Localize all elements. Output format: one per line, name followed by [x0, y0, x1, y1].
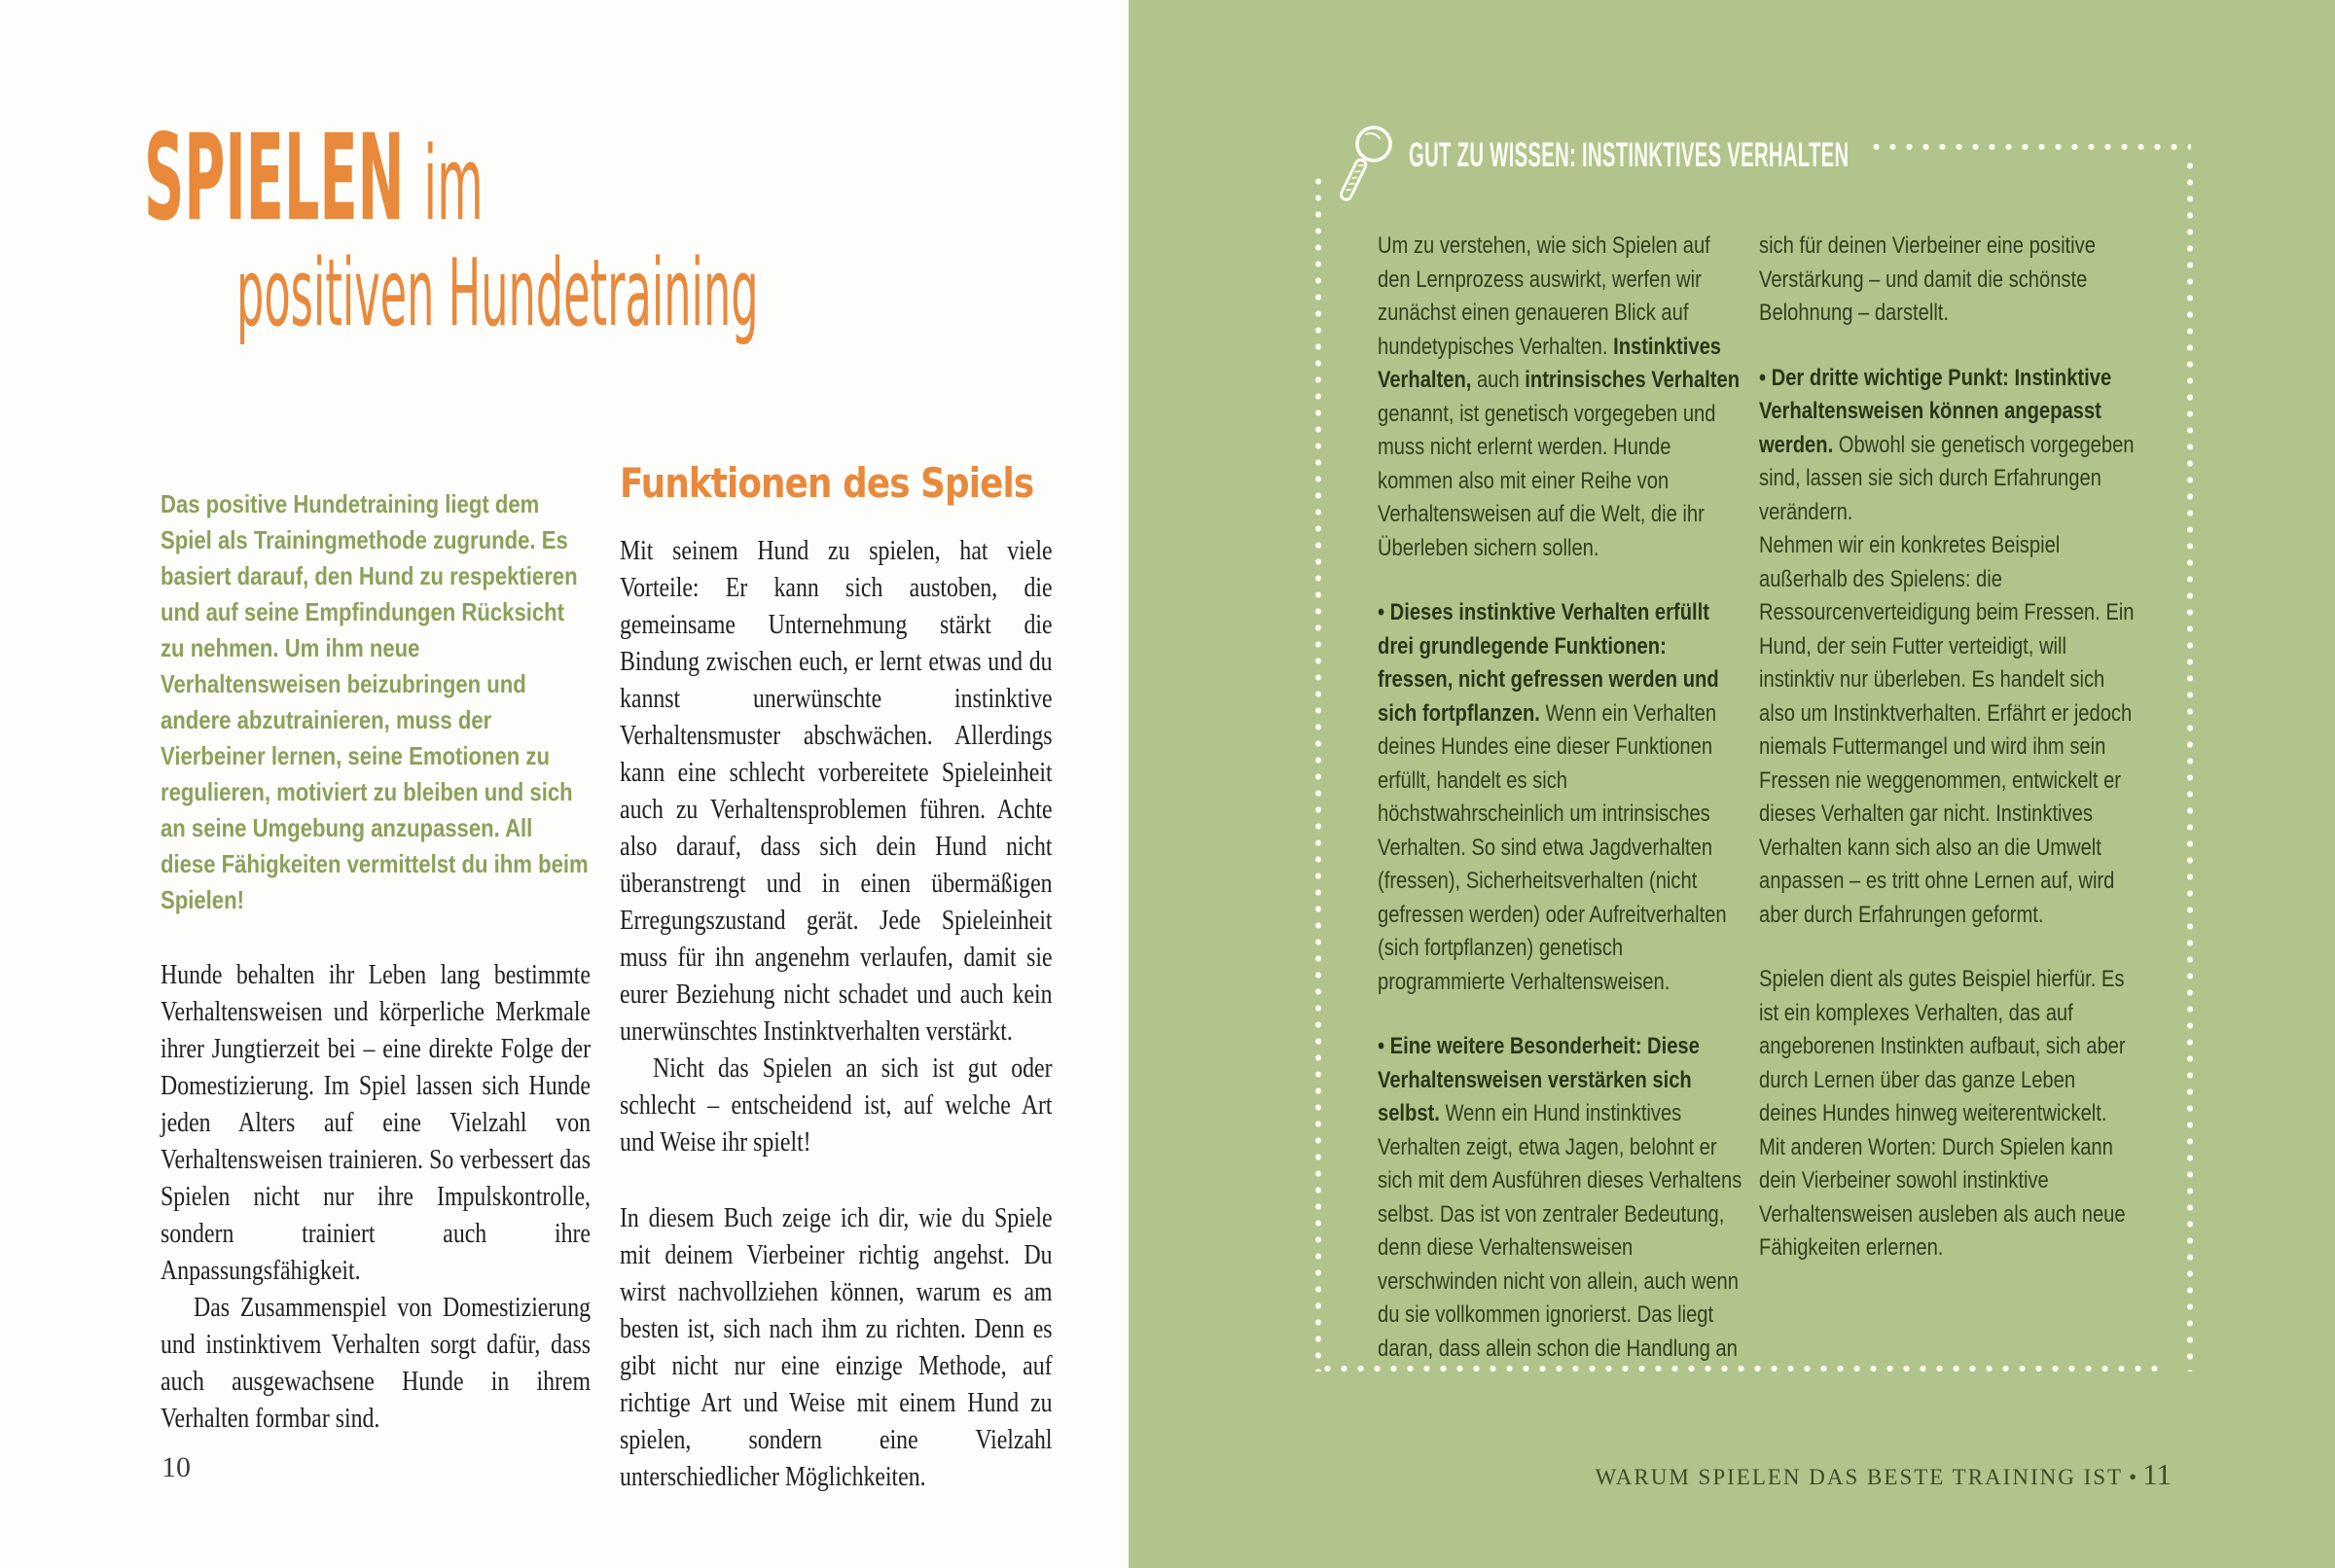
- left-page-column-2: [620, 459, 1053, 1496]
- intro-paragraph: Das positive Hundetraining liegt dem Spiel als Trainingmethode zugrunde. Es basiert darauf, den Hund zu respektieren und auf seine Empfindungen Rücksicht zu nehmen. Um ihm neue Verhaltensweisen beizubringen und andere abzutrainieren, muss der Vierbeiner lernen, seine Emotionen zu regulieren, motiviert zu bleiben und sich an seine Umgebung anzupassen. All diese Fähigkeiten vermittelst du ihm beim Spielen!: [161, 489, 589, 914]
- left-page-column-1: [161, 486, 591, 1438]
- body-paragraph: Nicht das Spielen an sich ist gut oder schlecht – entscheidend ist, auf welche Art und Weise ihr spielt!: [620, 1053, 1053, 1158]
- footer-chapter-title: WARUM SPIELEN DAS BESTE TRAINING IST: [1595, 1465, 2124, 1489]
- chapter-title-line2: positiven Hundetraining: [236, 239, 759, 347]
- dotted-border-right: [2185, 158, 2195, 1372]
- info-paragraph: sich für deinen Vierbeiner eine positive Verstärkung – und damit die schönste Belohnung – darstellt.: [1759, 232, 2096, 326]
- info-box-column-1: [1378, 230, 1747, 1397]
- info-bullet-paragraph: • Dieses instinktive Verhalten erfüllt drei grundlegende Funktionen: fressen, nicht gefressen werden und sich fortpflanzen. Wenn ein Verhalten deines Hundes eine dieser Funktionen erfüllt, handelt es sich höchstwahrscheinlich um intrinsisches Verhalten. So sind etwa Jagdverhalten (fressen), Sicherheitsverhalten (nicht gefressen werden) oder Aufreitverhalten (sich fortpflanzen) genetisch programmierte Verhaltensweisen.: [1378, 599, 1727, 995]
- info-box-column-2: [1759, 230, 2135, 1297]
- right-page: [1129, 0, 2335, 1568]
- footer-separator-dot: •: [2129, 1465, 2137, 1489]
- body-paragraph: Mit seinem Hund zu spielen, hat viele Vorteile: Er kann sich austoben, die gemeinsame Unternehmung stärkt die Bindung zwischen euch, er lernt etwas und du kannst unerwünschte instinktive Verhaltensmuster abschwächen. Allerdings kann eine schlecht vorbereitete Spieleinheit auch zu Verhaltensproblemen führen. Achte also darauf, dass sich dein Hund nicht überanstrengt und in einen übermäßigen Erregungszustand gerät. Jede Spieleinheit muss für ihn angenehm verlaufen, damit sie eurer Beziehung nicht schadet und auch kein unerwünschtes Instinktverhalten verstärkt.: [620, 536, 1053, 1047]
- info-box-title: GUT ZU WISSEN: INSTINKTIVES VERHALTEN: [1409, 136, 1850, 174]
- page-number-left: 10: [162, 1451, 191, 1483]
- dotted-border-top: [1868, 142, 2191, 152]
- body-paragraph: Hunde behalten ihr Leben lang bestimmte Verhaltensweisen und körperliche Merkmale ihrer Jungtierzeit bei – eine direkte Folge der Domestizierung. Im Spiel lassen sich Hunde jeden Alters auf eine Vielzahl von Verhaltensweisen trainieren. So verbessert das Spielen nicht nur ihre Impulskontrolle, sondern trainiert auch ihre Anpassungsfähigkeit.: [161, 960, 591, 1286]
- section-heading: Funktionen des Spiels: [620, 459, 1034, 507]
- magnifier-icon: [1335, 121, 1397, 219]
- left-page: [0, 0, 1129, 1568]
- body-paragraph: Das Zusammenspiel von Domestizierung und instinktivem Verhalten sorgt dafür, dass auch ausgewachsene Hunde in ihrem Verhalten formbar sind.: [161, 1293, 591, 1434]
- running-footer: [1596, 1457, 2172, 1492]
- dotted-border-left: [1313, 173, 1323, 1372]
- info-bullet-paragraph: • Der dritte wichtige Punkt: Instinktive Verhaltensweisen können angepasst werden. Obwohl sie genetisch vorgegeben sind, lassen sie sich durch Erfahrungen verändern. Nehmen wir ein konkretes Beispiel außerhalb des Spielens: die Ressourcenverteidigung beim Fressen. Ein Hund, der sein Futter verteidigt, will instinktiv nur überleben. Es handelt sich also um Instinktverhalten. Erfährt er jedoch niemals Futtermangel und wird ihm sein Fressen nie weggenommen, entwickelt er dieses Verhalten gar nicht. Instinktives Verhalten kann sich also an die Umwelt anpassen – es tritt ohne Lernen auf, wird aber durch Erfahrungen geformt.: [1759, 364, 2135, 928]
- chapter-title-rest-word: im: [423, 125, 484, 243]
- info-bullet-paragraph: • Eine weitere Besonderheit: Diese Verhaltensweisen verstärken sich selbst. Wenn ein Hund instinktives Verhalten zeigt, etwa Jagen, belohnt er sich mit dem Ausführen dieses Verhaltens selbst. Das ist von zentraler Bedeutung, denn diese Verhaltensweisen verschwinden nicht von allein, auch wenn du sie vollkommen ignorierst. Das liegt daran, dass allein schon die Handlung an: [1378, 1033, 1742, 1362]
- body-paragraph: In diesem Buch zeige ich dir, wie du Spiele mit deinem Vierbeiner richtig angehst. Du wirst nachvollziehen können, warum es am besten ist, sich nach ihm zu richten. Denn es gibt nicht nur eine einzige Methode, auf richtige Art und Weise mit einem Hund zu spielen, sondern eine Vielzahl unterschiedlicher Möglichkeiten.: [620, 1203, 1053, 1492]
- page-number-right: 11: [2142, 1457, 2172, 1491]
- info-paragraph: Um zu verstehen, wie sich Spielen auf den Lernprozess auswirkt, werfen wir zunächst einen genaueren Blick auf hundetypisches Verhalten. Instinktives Verhalten, auch intrinsisches Verhalten genannt, ist genetisch vorgegeben und muss nicht erlernt werden. Hunde kommen also mit einer Reihe von Verhaltensweisen auf die Welt, die ihr Überleben sichern sollen.: [1378, 232, 1741, 561]
- chapter-title-line1: [144, 109, 709, 249]
- info-paragraph: Spielen dient als gutes Beispiel hierfür. Es ist ein komplexes Verhalten, das auf angeborenen Instinkten aufbaut, sich aber durch Lernen über das ganze Leben deines Hundes hinweg weiterentwickelt. Mit anderen Worten: Durch Spielen kann dein Vierbeiner sowohl instinktive Verhaltensweisen ausleben als auch neue Fähigkeiten erlernen.: [1759, 966, 2126, 1261]
- chapter-title-main-word: SPIELEN: [144, 109, 405, 247]
